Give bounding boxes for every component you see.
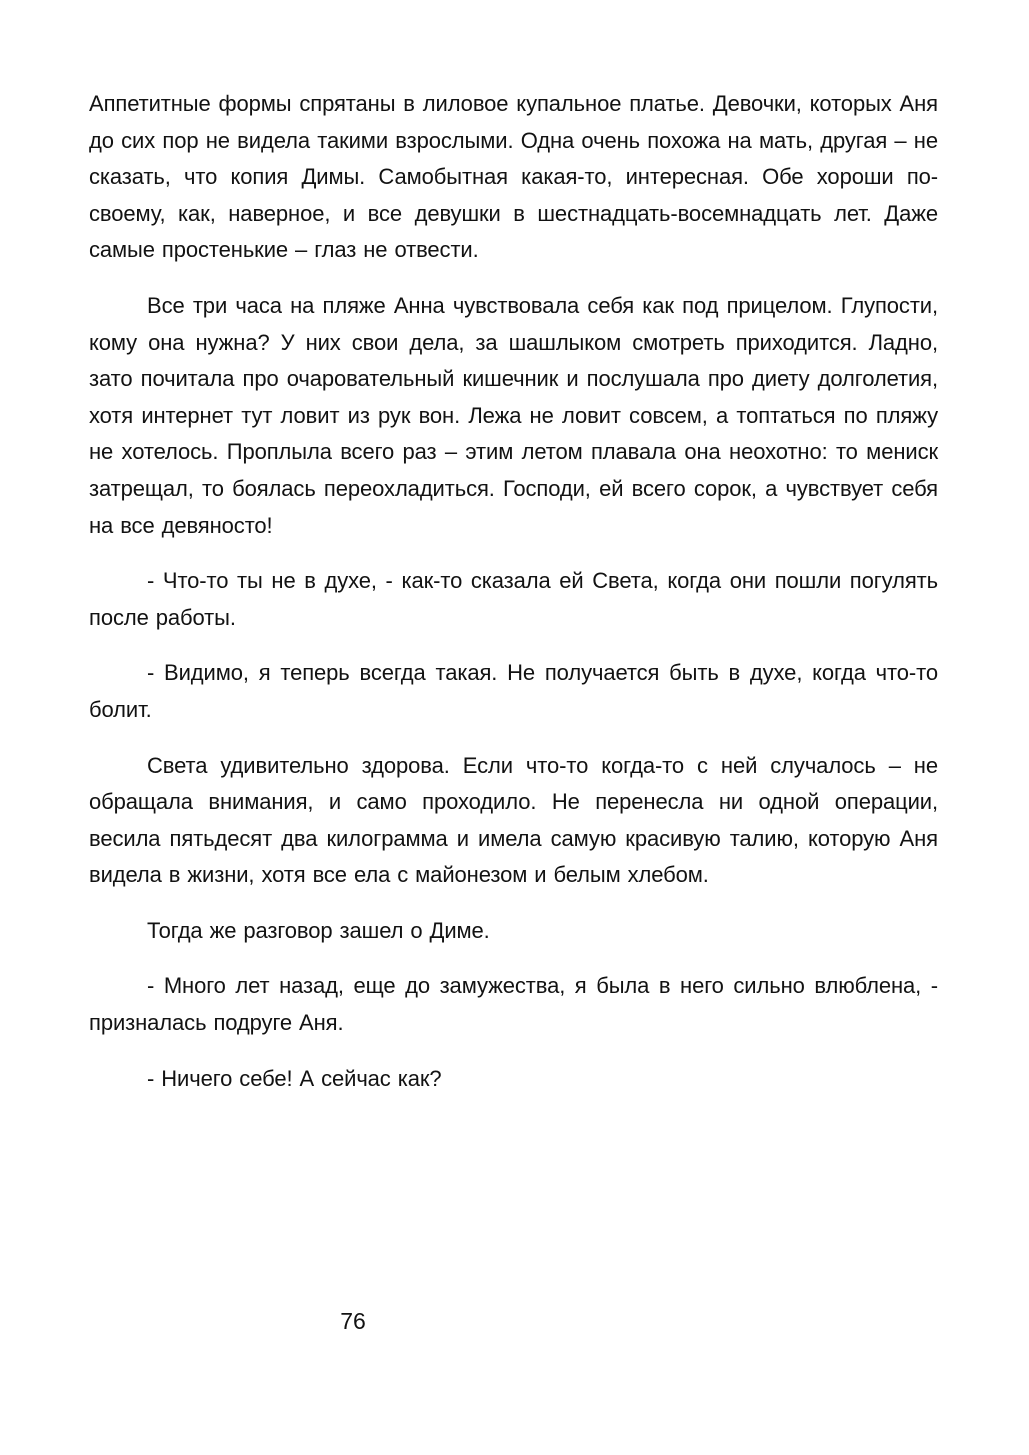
paragraph: Аппетитные формы спрятаны в лиловое купальное платье. Девочки, которых Аня до сих пор не видела такими взрослыми. Одна очень похожа на мать, другая – не сказать, что копия Димы. Самобытная какая-то, интересная. Обе хороши по-своему, как, наверное, и все девушки в шестнадцать-восемнадцать лет. Даже самые простенькие – глаз не отвести. bbox=[89, 91, 938, 263]
page-number: 76 bbox=[340, 1308, 366, 1334]
paragraph: Тогда же разговор зашел о Диме. bbox=[147, 917, 490, 943]
paragraph-dialogue: - Ничего себе! А сейчас как? bbox=[147, 1065, 442, 1091]
paragraph-dialogue: - Много лет назад, еще до замужества, я была в него сильно влюблена, - призналась подруге Аня. bbox=[89, 973, 938, 1036]
paragraph: Все три часа на пляже Анна чувствовала себя как под прицелом. Глупости, кому она нужна? У них свои дела, за шашлыком смотреть приходится. Ладно, зато почитала про очаровательный кишечник и послушала про диету долголетия, хотя интернет тут ловит из рук вон. Лежа не ловит совсем, а топтаться по пляжу не хотелось. Проплыла всего раз – этим летом плавала она неохотно: то мениск затрещал, то боялась переохладиться. Господи, ей всего сорок, а чувствует себя на все девяносто! bbox=[89, 292, 938, 538]
page-text-block bbox=[89, 86, 938, 1116]
paragraph-dialogue: - Видимо, я теперь всегда такая. Не получается быть в духе, когда что-то болит. bbox=[89, 660, 938, 722]
paragraph: Света удивительно здорова. Если что-то когда-то с ней случалось – не обращала внимания, и само проходило. Не перенесла ни одной операции, весила пятьдесят два килограмма и имела самую красивую талию, которую Аня видела в жизни, хотя все ела с майонезом и белым хлебом. bbox=[89, 752, 938, 888]
paragraph-dialogue: - Что-то ты не в духе, - как-то сказала ей Света, когда они пошли погулять после работы. bbox=[89, 568, 938, 630]
